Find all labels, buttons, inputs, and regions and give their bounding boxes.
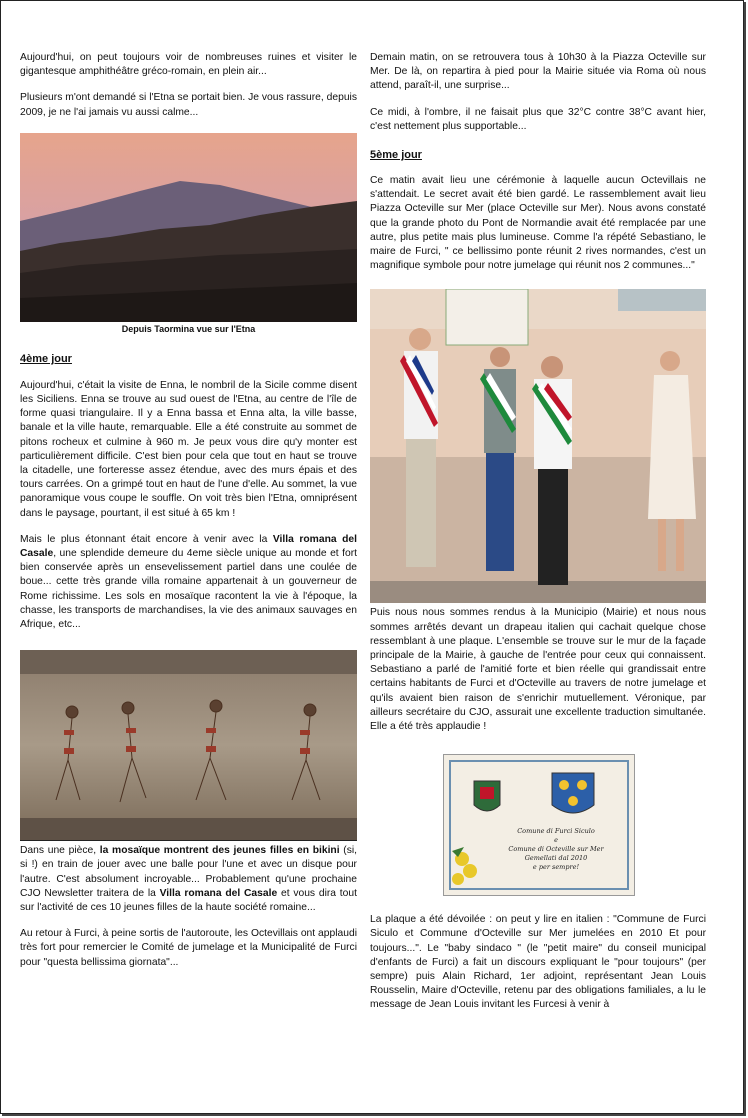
paragraph-enna: Aujourd'hui, c'était la visite de Enna, le nombril de la Sicile comme disent les Siciliens. Enna se trouve au sud ouest de l'Etna, au centre de l'île de forme quasi triangulaire. Il y a Enna bassa et Enna alta, la ville basse, banale et la ville haute, remarquable. Elle a été construite au sommet de pitons rocheux et culmine à 960 m. Je peux vous dire qu'y monter est particulièrement difficile. C'est bien pour cela que tout en haut se trouve la citadelle, une forteresse assez étendue, avec des murs épais et des tours carrées. On a grimpé tout en haut de l'une d'elle. Au sommet, la vue panoramique vous coupe le souffle. On voit très bien l'Etna, omniprésent dans le paysage, pourtant, il est situé à 65 km ! [20,379,357,519]
ceremony-image [370,289,706,603]
paragraph-return-furci: Au retour à Furci, à peine sortis de l'autoroute, les Octevillais ont applaudi très fort pour remercier le Comité de jumelage et la Municipalité de Furci pour "questa bellissima giornata"... [20,928,357,968]
paragraph-villa-romana [20,533,357,632]
heading-day-5: 5ème jour [370,149,422,162]
paragraph-ceremony: Ce matin avait lieu une cérémonie à laquelle aucun Octevillais ne s'attendait. Le secret avait été bien gardé. Le rassemblement avait lieu Piazza Octeville sur Mer (place Octeville sur Mer). Nous avons constaté que la grande photo du Pont de Normandie avait été remplacée par une autre, plus petite mais plus lumineuse. Comme l'a répété Sebastiano, le maire de Furci, " ce bellissimo ponte réunit 2 rives normandes, c'est un magnifique symbole pour notre jumelage qui réunit nos 2 communes..." [370,175,706,272]
plaque-line: Comune di Furci Siculo [517,827,595,836]
paragraph-temperature: Ce midi, à l'ombre, il ne faisait plus que 32°C contre 38°C avant hier, c'est nettement plus supportable... [370,106,706,132]
text-span: , une splendide demeure du 4eme siècle unique au monde et fort bien conservée après un ensevelissement partiel dans une coulée de boue... cette très grande villa romaine appartenait à un gouverneur de Rome richissime. Les sols en mosaïque racontent la vie à l'époque, la chasse, les transports de marchandises, la vie des animaux sauvages en Afrique, etc... [20,548,357,631]
right-column [370,51,706,1013]
paragraph-meeting-tomorrow: Demain matin, on se retrouvera tous à 10h30 à la Piazza Octeville sur Mer. De là, on repartira à pied pour la Mairie située via Roma où nous attend, paraît-il, une surprise... [370,52,706,92]
paragraph-etna-calm: Plusieurs m'ont demandé si l'Etna se portait bien. Je vous rassure, depuis 2009, je ne l'ai jamais vu aussi calme... [20,92,357,118]
paragraph-town-hall: Puis nous nous sommes rendus à la Municipio (Mairie) et nous nous sommes arrêtés devant un drapeau italien qui cachait quelque chose ressemblant à une plaque. L'ensemble se trouve sur le mur de la façade principale de la Mairie, à gauche de l'entrée pour ceux qui connaissent. Sebastiano a parlé de l'amitié forte et bien réelle qui grandissait entre certains habitants de Furci et d'Octeville au travers de notre jumelage et qu'ils avaient bien raison de s'enrichir mutuellement. Véronique, par ailleurs secrétaire du CJO, assurait une excellente traduction simultanée. Elle a été très applaudie ! [370,607,706,733]
photo-bikini-mosaic [20,650,357,841]
photo-twinning-plaque [443,754,635,896]
text-span: et vous dira tout sur l'activité de ces 10 jeunes filles de la haute société romaine... [20,887,357,914]
heading-day-4: 4ème jour [20,352,72,365]
plaque-line: Comune di Octeville sur Mer [508,845,604,854]
text-span: Mais le plus étonnant était encore à venir avec la [20,533,273,545]
plaque-line: e per sempre! [532,863,580,872]
photo-caption-etna: Depuis Taormina vue sur l'Etna [121,323,256,334]
photo-ceremony-mayors [370,289,706,603]
villa-name-bold: Villa romana del Casale [159,887,278,899]
paragraph-ruins: Aujourd'hui, on peut toujours voir de nombreuses ruines et visiter le gigantesque amphithéâtre gréco-romain, en plein air... [20,52,357,78]
text-span: (si, si !) en train de jouer avec une balle pour l'une et avec un disque pour l'autre. C'est absolument incroyable... Probablement qu'une prochaine CJO Newsletter traitera de la [20,845,358,899]
plaque-line: e [554,836,558,845]
octeville-coat-of-arms-icon [552,773,594,813]
mosaic-bold: la mosaïque montrent des jeunes filles en bikini [99,845,340,857]
text-span: Dans une pièce, [20,845,100,857]
plaque-text [486,827,626,872]
etna-landscape-image [20,133,357,322]
photo-etna-from-taormina [20,133,357,322]
plaque-background [444,755,634,895]
paragraph-bikini-mosaic [20,844,357,915]
villa-name-bold: Villa romana del Casale [20,533,357,560]
paragraph-plaque-unveiled: La plaque a été dévoilée : on peut y lire en italien : "Commune de Furci Siculo et Commune d'Octeville sur Mer jumelées en 2010 Et pour toujours...". Le "baby sindaco " (le "petit maire" du conseil municipal d'enfants de Furci) a fait un discours expliquant le "pour toujours" (per sempre) puis Alain Richard, 1er adjoint, représentant Jean Louis Rousselin, Maire d'Octeville, retenu par des obligations familiales, a lu le message de Jean Louis invitant les Furcesi à venir à [370,914,706,1011]
plaque-line: Gemellati dal 2010 [524,854,588,863]
left-column [20,51,357,970]
furci-coat-of-arms-icon [474,781,500,811]
mosaic-image [20,650,357,840]
